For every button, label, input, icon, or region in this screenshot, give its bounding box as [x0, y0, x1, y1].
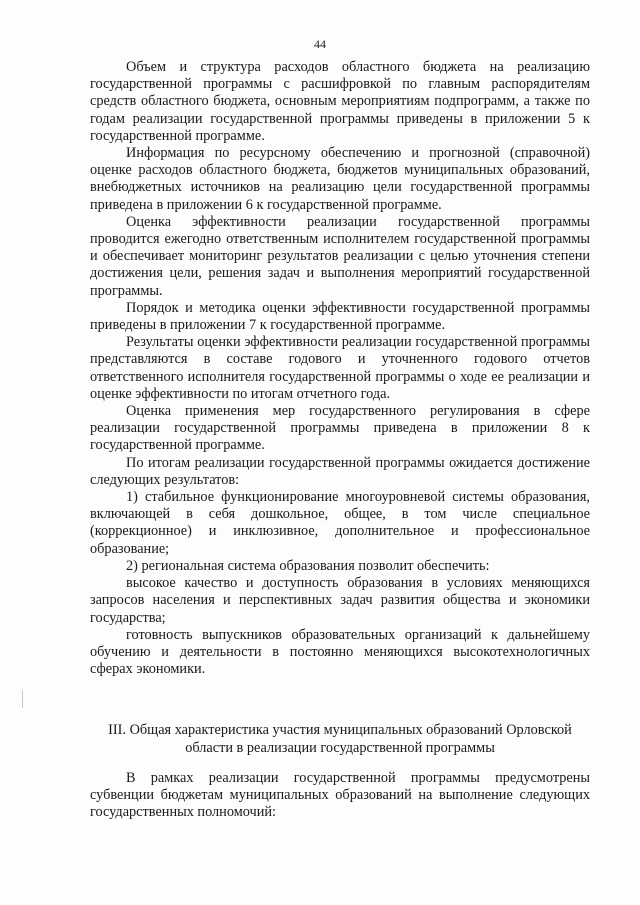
paragraph-efficiency-assessment: Оценка эффективности реализации государственной программы проводится ежегодно ответственным исполнителем государственной программы и обеспечивает мониторинг результатов реализации с целью уточнения степени достижения цели, решения задач и выполнения мероприятий государственной программы.: [90, 213, 590, 299]
section-heading-line-2: области в реализации государственной программы: [185, 740, 495, 756]
section-heading-line-1: III. Общая характеристика участия муниципальных образований Орловской: [108, 722, 572, 738]
paragraph-results-reporting: Результаты оценки эффективности реализации государственной программы представляются в составе годового и уточненного годового отчетов ответственного исполнителя государственной программы о ходе ее реализации и оценке эффективности по итогам отчетного года.: [90, 334, 590, 402]
paragraph-regulation-measures: Оценка применения мер государственного регулирования в сфере реализации государственной программы приведена в приложении 8 к государственной программе.: [90, 403, 590, 454]
section-body: [90, 770, 590, 822]
list-item-graduates: готовность выпускников образовательных организаций к дальнейшему обучению и деятельности в постоянно меняющихся высокотехнологичных сферах экономики.: [90, 626, 590, 678]
list-item-result-1: 1) стабильное функционирование многоуровневой системы образования, включающей в себя дошкольное, общее, в том числе специальное (коррекционное) и инклюзивное, дополнительное и профессиональное образование;: [90, 489, 590, 557]
list-item-result-2: 2) региональная система образования позволит обеспечить:: [126, 557, 490, 574]
paragraph-expected-results: По итогам реализации государственной программы ожидается достижение следующих результатов:: [90, 454, 590, 488]
page-number: 44: [314, 37, 326, 51]
body-text: [90, 59, 590, 678]
paragraph-budget-structure: Объем и структура расходов областного бюджета на реализацию государственной программы с расшифровкой по главным распорядителям средств областного бюджета, основным мероприятиям подпрограмм, а также по годам реализации государственной программы приведены в приложении 5 к государственной программе.: [90, 59, 590, 144]
paragraph-resource-info: Информация по ресурсному обеспечению и прогнозной (справочной) оценке расходов областного бюджета, бюджетов муниципальных образований, внебюджетных источников на реализацию цели государственной программы приведена в приложении 6 к государственной программе.: [90, 145, 590, 213]
paragraph-methodology: Порядок и методика оценки эффективности государственной программы приведены в приложении 7 к государственной программе.: [90, 299, 590, 334]
scan-mark: [22, 690, 23, 708]
paragraph-subventions: В рамках реализации государственной программы предусмотрены субвенции бюджетам муниципальных образований на выполнение следующих государственных полномочий:: [90, 770, 590, 821]
list-item-quality: высокое качество и доступность образования в условиях меняющихся запросов населения и перспективных задач развития общества и экономики государства;: [90, 575, 590, 626]
section-heading: [90, 721, 590, 757]
